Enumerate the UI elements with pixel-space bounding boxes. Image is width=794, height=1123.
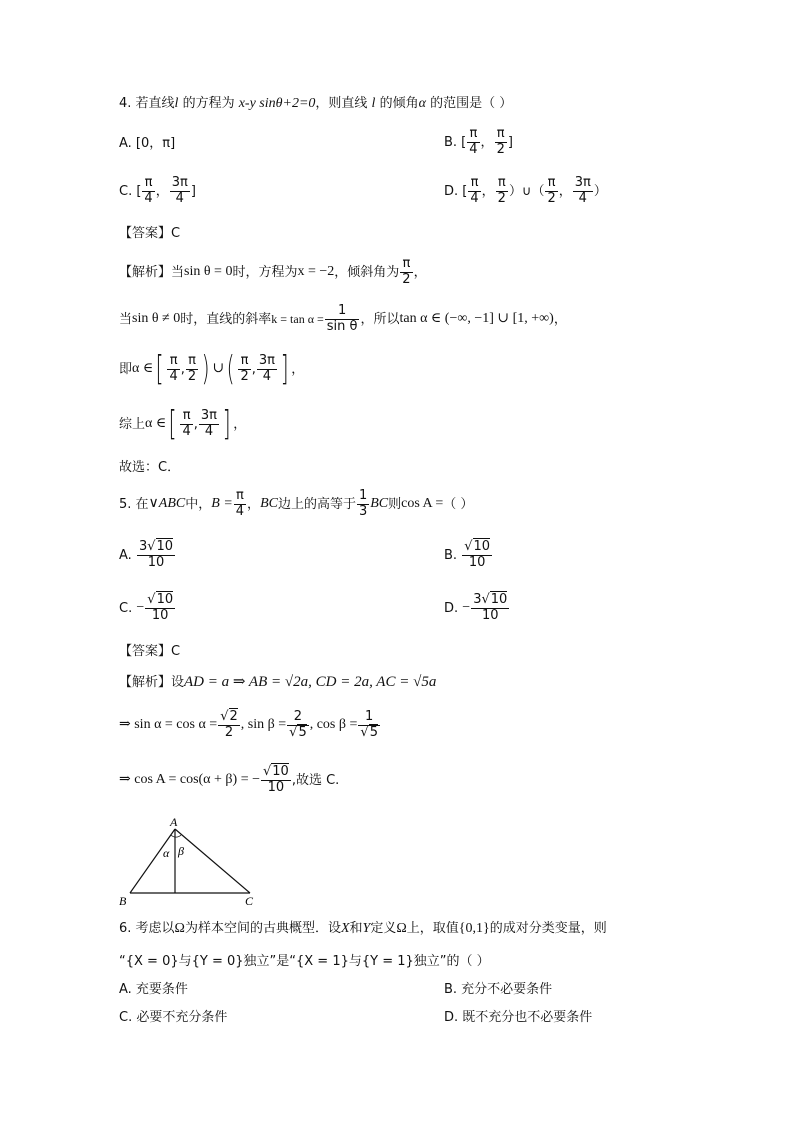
q5-solution-line1: 【解析】设 AD = a ⇒ AB = √2a, CD = 2a, AC = √5a <box>119 674 437 690</box>
q5-option-d: D. − $\frac{3√10}{10}$ <box>444 592 508 623</box>
q6-option-c: C. 必要不充分条件 <box>119 1010 228 1025</box>
q4-option-d: D. [ $\frac{\pi}{4}$ ， $\frac{\pi}{2}$ ）∪（ $\frac{\pi}{2}$ ， $\frac{3\pi}{4}$ ） <box>444 175 607 206</box>
angle-arc <box>171 835 181 837</box>
q5-solution-line3: ⇒ cos A = cos(α + β) = − $\frac{√10}{10}$ ,故选 C. <box>119 764 340 795</box>
q6-option-a: A. 充要条件 <box>119 982 188 997</box>
label-alpha: α <box>163 846 170 860</box>
q4-stem: 4. 若直线l 的方程为 x-y sinθ+2=0，则直线 l 的倾角α 的范围是（ ） <box>119 96 513 111</box>
side-ab <box>130 829 175 893</box>
label-b: B <box>119 894 127 907</box>
q4-solution-line4: 综上 α ∈ [ $\frac{\pi}{4}$ , $\frac{3\pi}{4}$ ] ， <box>119 404 247 444</box>
side-ac <box>175 829 250 893</box>
q4-option-c: C. [ $\frac{\pi}{4}$ ， $\frac{3\pi}{4}$ ] <box>119 175 196 206</box>
q5-option-c: C. − $\frac{√10}{10}$ <box>119 592 174 623</box>
q4-solution-line2: 当 sin θ ≠ 0 时，直线的斜率 k = tan α = $\frac{1}{\text{sin θ}}$ ，所以 tan α ∈ (−∞, −1] ∪ [1, +∞) ， <box>119 303 567 334</box>
q4-answer: 【答案】C <box>119 226 181 241</box>
q5-option-b: B. $\frac{√10}{10}$ <box>444 539 491 570</box>
label-a: A <box>170 815 178 829</box>
q4-solution-line3: 即 α ∈ [ $\frac{\pi}{4}$ , $\frac{\pi}{2}$ ) ∪ ( $\frac{\pi}{2}$ , $\frac{3\pi}{4}$ ] ， <box>119 349 305 389</box>
label-beta: β <box>178 844 184 858</box>
q5-option-a: A. $\frac{3√10}{10}$ <box>119 539 174 570</box>
q4-option-a: A. [0，π] <box>119 136 176 151</box>
q5-solution-line2: ⇒ sin α = cos α = $\frac{√2}{2}$ , sin β = $\frac{2}{√5}$ , cos β = $\frac{1}{√5}$ <box>119 709 378 740</box>
q6-stem-line2: “{X = 0}与{Y = 0}独立”是“{X = 1}与{Y = 1}独立”的（ ） <box>119 954 490 969</box>
q6-option-b: B. 充分不必要条件 <box>444 982 553 997</box>
q4-option-b: B. [ $\frac{\pi}{4}$ ， $\frac{\pi}{2}$ ] <box>444 126 513 157</box>
q5-triangle-figure <box>116 815 266 907</box>
q6-stem-line1: 6. 考虑以Ω为样本空间的古典概型．设X和Y定义Ω上，取值{0,1}的成对分类变量，则 <box>119 921 607 936</box>
label-c: C <box>245 894 254 907</box>
q6-option-d: D. 既不充分也不必要条件 <box>444 1010 593 1025</box>
q5-stem: 5. 在 ∨ABC 中， B = $\frac{\pi}{4}$ ， BC 边上的高等于 $\frac{1}{3}$ BC 则 cos A = （ ） <box>119 488 474 519</box>
q5-answer: 【答案】C <box>119 644 181 659</box>
q4-solution-line1: 【解析】当 sin θ = 0 时，方程为 x = −2 ，倾斜角为 $\frac{\pi}{2}$ ， <box>119 256 427 287</box>
q4-conclusion: 故选：C． <box>119 460 181 475</box>
